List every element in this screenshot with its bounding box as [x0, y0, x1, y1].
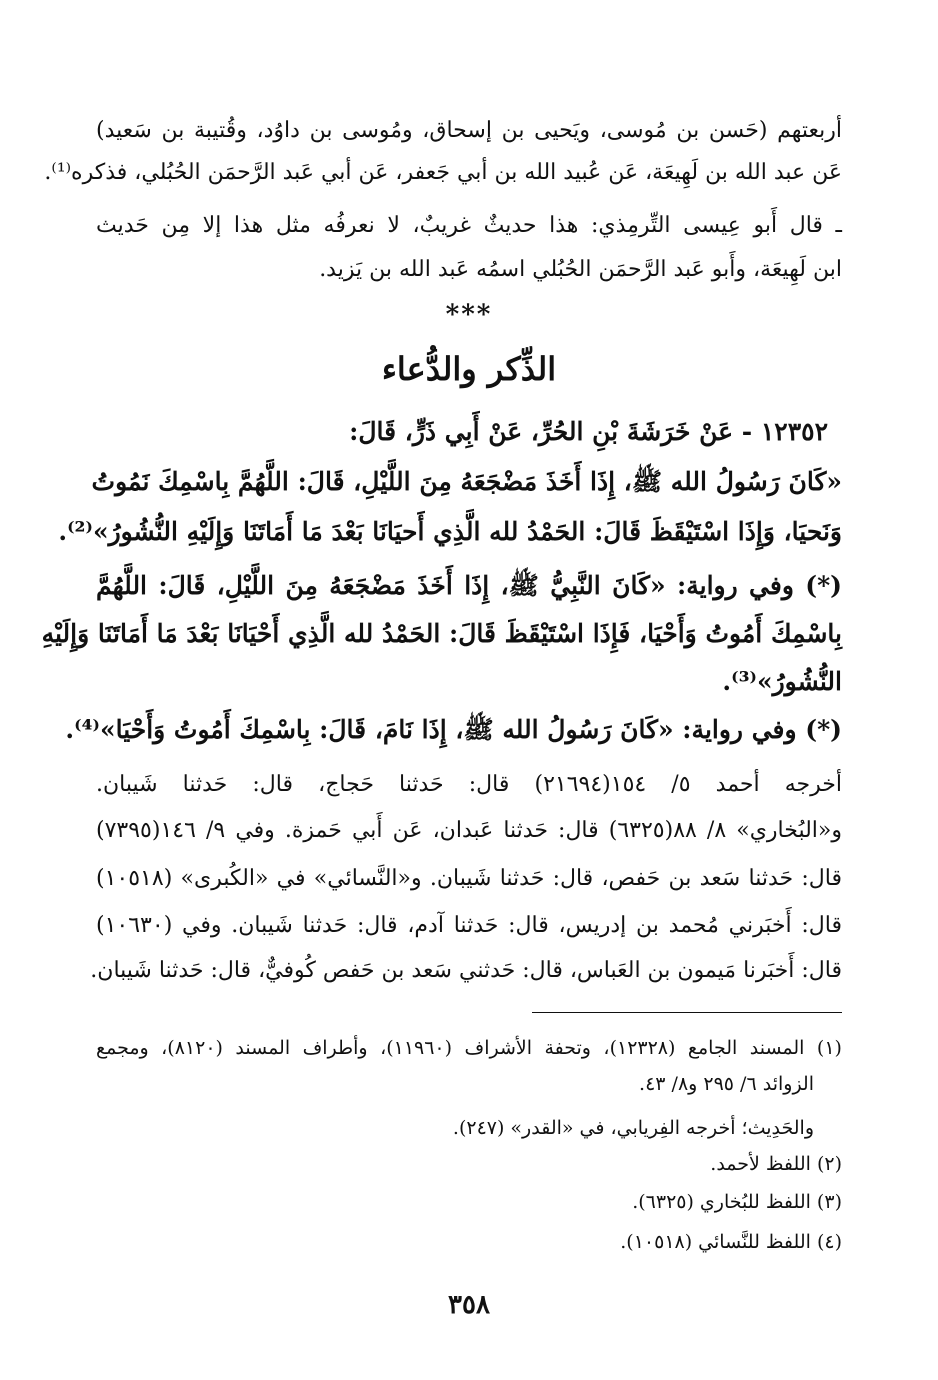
section-separator: *** [445, 300, 493, 330]
hadith-line: بِاسْمِكَ أَمُوتُ وَأَحْيَا، فَإِذَا اسْتَيْقَظَ قَالَ: الحَمْدُ لله الَّذِي أَحْيَانَا بَعْدَ مَا أَمَاتَنَا وَإِلَيْهِ [41, 619, 842, 648]
intro-line: ابن لَهِيعَة، وأَبو عَبد الرَّحمَن الحُبُلي اسمُه عَبد الله بن يَزيد. [319, 257, 842, 282]
section-title: الذِّكر والدُّعاء [381, 350, 557, 388]
hadith-line: وَنَحيَا، وَإِذَا اسْتَيْقَظَ قَالَ: الحَمْدُ لله الَّذِي أَحيَانَا بَعْدَ مَا أَمَاتَنَا وَإِلَيْهِ النُّشُورُ»⁽²⁾. [58, 517, 842, 546]
footnote-line: (٣) اللفظ للبُخاري (٦٣٢٥). [632, 1191, 842, 1213]
intro-line: عَن عبد الله بن لَهِيعَة، عَن عُبيد الله بن أبي جَعفر، عَن أبي عَبد الرَّحمَن الحُبُلي، فذكره⁽¹⁾. [44, 160, 842, 185]
footnote-line: (٤) اللفظ للنَّسائي (١٠٥١٨). [620, 1231, 842, 1253]
footnote-line: والحَدِيث؛ أخرجه الفِريابي، في «القدر» (٢٤٧). [452, 1117, 814, 1139]
footnote-line: الزوائد ٦/ ٢٩٥ و٨/ ٤٣. [639, 1073, 814, 1095]
takhrij-line: قال: حَدثنا سَعد بن حَفص، قال: حَدثنا شَيبان. و«النَّسائي» في «الكُبرى» (١٠٥١٨) [96, 866, 843, 891]
hadith-number-line: ١٢٣٥٢ - عَنْ خَرَشَةَ بْنِ الحُرِّ، عَنْ أَبِي ذَرٍّ، قَالَ: [349, 417, 828, 446]
footnote-line: (١) المسند الجامع (١٢٣٢٨)، وتحفة الأشراف (١١٩٦٠)، وأطراف المسند (٨١٢٠)، ومجمع [96, 1037, 842, 1059]
takhrij-line: أخرجه أحمد ٥/ ١٥٤(٢١٦٩٤) قال: حَدثنا حَجاج، قال: حَدثنا شَيبان. [96, 772, 843, 797]
hadith-line: (*) وفي رواية: «كَانَ النَّبِيُّ ﷺ، إِذَا أَخَذَ مَضْجَعَهُ مِنَ اللَّيْلِ، قَالَ: اللَّهُمَّ [96, 571, 842, 600]
page-number: ٣٥٨ [448, 1290, 490, 1320]
intro-line: ـ قال أَبو عِيسى التِّرمِذي: هذا حديثٌ غريبٌ، لا نعرفُه مثل هذا إلا مِن حَديث [96, 213, 842, 238]
intro-line: أربعتهم (حَسن بن مُوسى، ويَحيى بن إسحاق، ومُوسى بن داوُد، وقُتيبة بن سَعيد) [96, 118, 842, 143]
takhrij-line: و«البُخاري» ٨/ ٨٨(٦٣٢٥) قال: حَدثنا عَبدان، عَن أَبي حَمزة. وفي ٩/ ١٤٦(٧٣٩٥) [96, 818, 842, 843]
hadith-line: (*) وفي رواية: «كَانَ رَسُولُ الله ﷺ، إِذَا نَامَ، قَالَ: بِاسْمِكَ أَمُوتُ وَأَحْيَا»⁽⁴⁾. [65, 715, 842, 744]
footnote-divider [532, 1012, 842, 1013]
hadith-line: النُّشُورُ»⁽³⁾. [722, 667, 842, 696]
book-page [41, 0, 843, 1380]
hadith-line: «كَانَ رَسُولُ الله ﷺ، إِذَا أَخَذَ مَضْجَعَهُ مِنَ اللَّيْلِ، قَالَ: اللَّهُمَّ بِاسْمِكَ نَمُوتُ [91, 467, 842, 496]
footnote-line: (٢) اللفظ لأحمد. [710, 1153, 842, 1175]
takhrij-line: قال: أَخبَرني مُحمد بن إدريس، قال: حَدثنا آدم، قال: حَدثنا شَيبان. وفي (١٠٦٣٠) [96, 913, 842, 938]
takhrij-line: قال: أَخبَرنا مَيمون بن العَباس، قال: حَدثني سَعد بن حَفص كُوفيٌّ، قال: حَدثنا شَيبان. [90, 958, 842, 983]
